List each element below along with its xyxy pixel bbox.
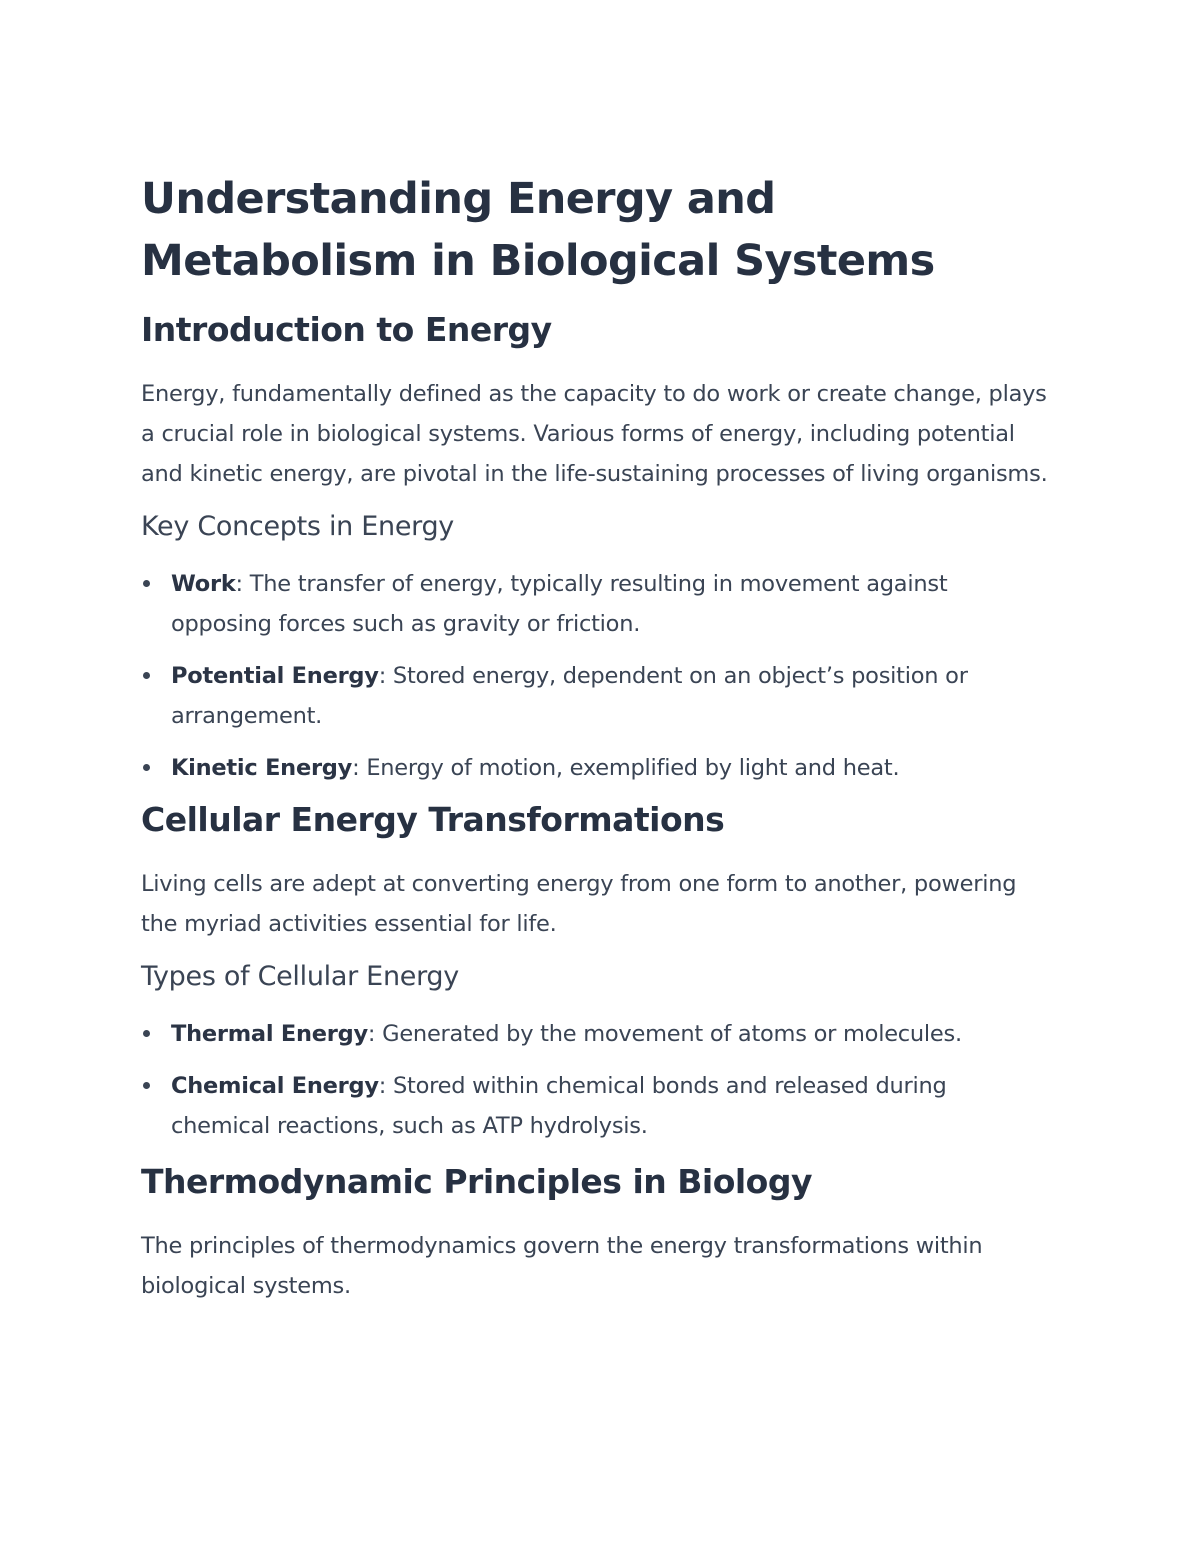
list-item bbox=[141, 1066, 1051, 1146]
section-heading-introduction: Introduction to Energy bbox=[141, 310, 552, 349]
list-item bbox=[141, 656, 1051, 736]
list-item-description: : Energy of motion, exemplified by light and heat. bbox=[352, 755, 900, 781]
section-heading-cellular: Cellular Energy Transformations bbox=[141, 800, 725, 839]
list-item-description: : Stored energy, dependent on an object’s position or arrangement. bbox=[171, 663, 968, 729]
bullet-icon bbox=[143, 764, 150, 771]
list-item-description: : Generated by the movement of atoms or molecules. bbox=[367, 1021, 962, 1047]
list-item-term: Chemical Energy bbox=[171, 1073, 379, 1099]
paragraph-introduction: Energy, fundamentally defined as the capacity to do work or create change, plays a crucial role in biological systems. Various forms of energy, including potential and kinetic energy, are pivotal in the life-sustaining processes of living organisms. bbox=[141, 381, 1048, 487]
key-concepts-list bbox=[141, 564, 1051, 788]
list-item-description: : The transfer of energy, typically resulting in movement against opposing forces such as gravity or friction. bbox=[171, 571, 948, 637]
page-title: Understanding Energy and Metabolism in Biological Systems bbox=[141, 174, 935, 286]
list-item bbox=[141, 748, 1051, 788]
types-list bbox=[141, 1014, 1051, 1146]
list-item bbox=[141, 564, 1051, 644]
subsection-heading-types: Types of Cellular Energy bbox=[141, 961, 459, 992]
list-item-term: Potential Energy bbox=[171, 663, 379, 689]
subsection-heading-key-concepts: Key Concepts in Energy bbox=[141, 511, 454, 542]
bullet-icon bbox=[143, 672, 150, 679]
document-page bbox=[141, 168, 1051, 1306]
list-item bbox=[141, 1014, 1051, 1054]
list-item-description: : Stored within chemical bonds and released during chemical reactions, such as ATP hydrolysis. bbox=[171, 1073, 947, 1139]
list-item-term: Kinetic Energy bbox=[171, 755, 353, 781]
list-item-term: Thermal Energy bbox=[171, 1021, 368, 1047]
bullet-icon bbox=[143, 580, 150, 587]
section-heading-thermodynamics: Thermodynamic Principles in Biology bbox=[141, 1162, 812, 1201]
bullet-icon bbox=[143, 1030, 150, 1037]
bullet-icon bbox=[143, 1082, 150, 1089]
list-item-term: Work bbox=[171, 571, 236, 597]
paragraph-thermodynamics: The principles of thermodynamics govern the energy transformations within biological systems. bbox=[141, 1233, 983, 1299]
paragraph-cellular: Living cells are adept at converting energy from one form to another, powering the myriad activities essential for life. bbox=[141, 871, 1017, 937]
